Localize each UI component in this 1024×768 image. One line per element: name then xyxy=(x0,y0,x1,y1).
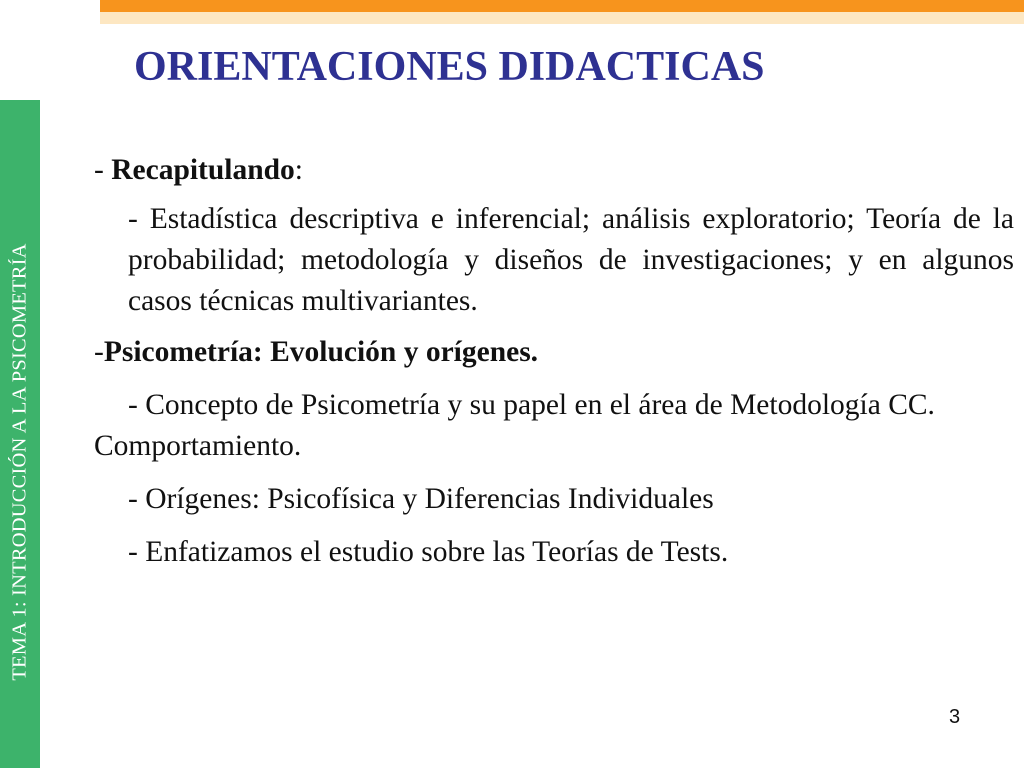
list-item: - Orígenes: Psicofísica y Diferencias Individuales xyxy=(128,483,714,515)
psico-heading: Psicometría: Evolución y orígenes. xyxy=(103,336,539,368)
page-number: 3 xyxy=(949,706,961,728)
top-accent-bar xyxy=(100,0,1024,12)
side-label: TEMA 1: INTRODUCCIÓN A LA PSICOMETRÍA xyxy=(8,243,31,681)
psico-line xyxy=(94,332,1014,373)
recap-dash: - xyxy=(94,154,112,186)
slide-title: ORIENTACIONES DIDACTICAS xyxy=(134,44,765,90)
list-item: - Enfatizamos el estudio sobre las Teorías de Tests. xyxy=(128,536,729,568)
list-item: - Concepto de Psicometría y su papel en el área de Metodología CC. Comportamiento. xyxy=(94,389,935,462)
recap-detail: - Estadística descriptiva e inferencial; análisis exploratorio; Teoría de la probabilidad; metodología y diseños de investigaciones; y en algunos casos técnicas multivariantes. xyxy=(128,203,1014,317)
slide-body xyxy=(94,150,1014,573)
recap-heading: Recapitulando xyxy=(111,154,295,186)
psico-dash: - xyxy=(94,336,104,368)
top-accent-bar-light xyxy=(100,12,1024,24)
recap-colon: : xyxy=(294,154,303,186)
recap-line xyxy=(94,150,1014,191)
